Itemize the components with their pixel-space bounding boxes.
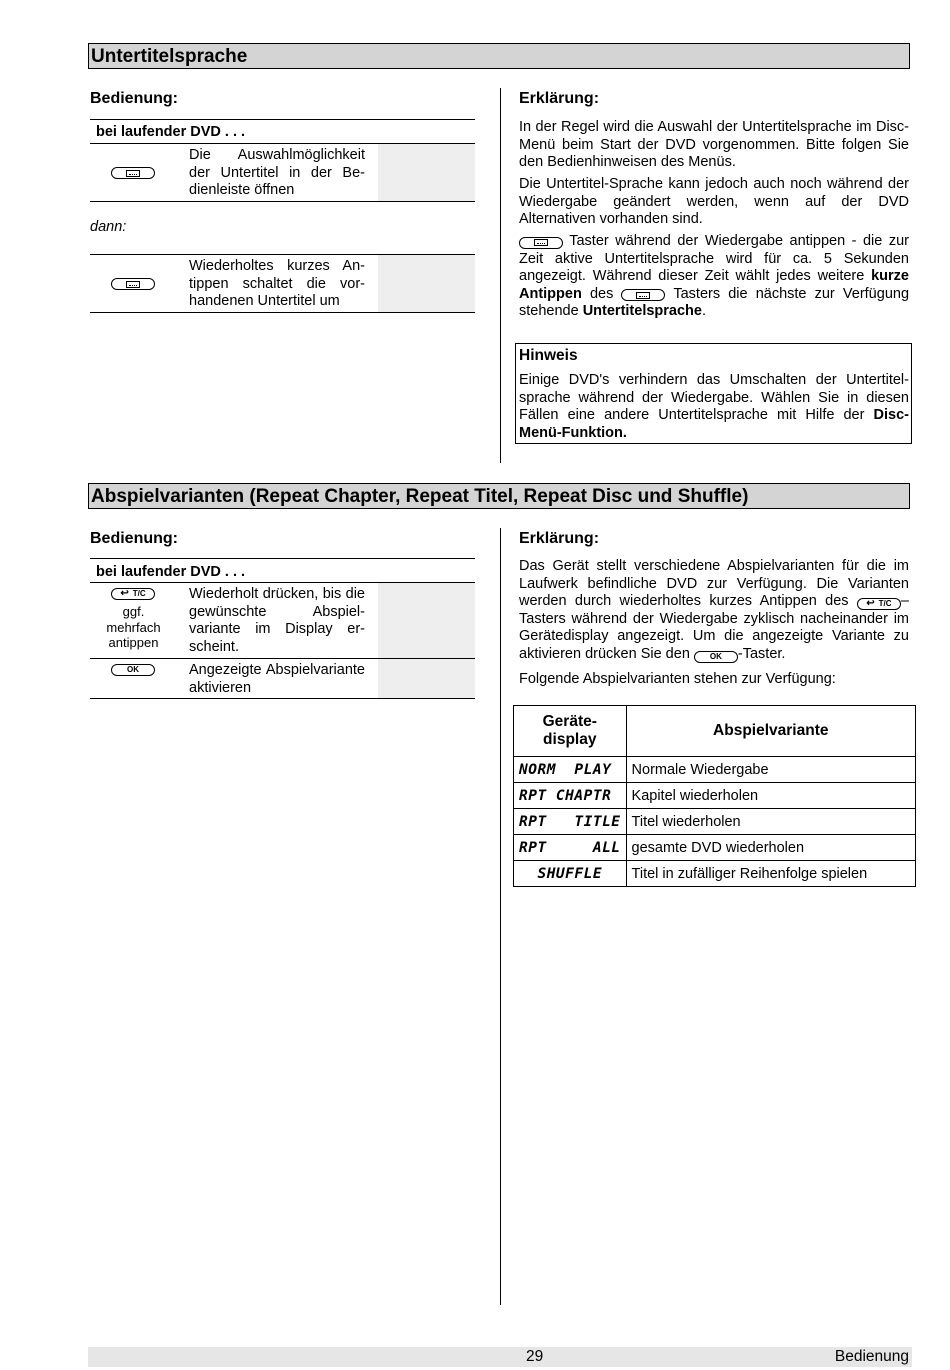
footer-section-name: Bedienung — [834, 1348, 909, 1365]
step-text: Wiederholt drücken, bis die gewünschte Abspielvariante im Display erscheint. — [189, 586, 365, 655]
step-text: Die Auswahlmöglichkeit der Untertitel in der Bedienleiste öffnen — [189, 147, 365, 198]
return-arrow-icon: ↩ — [866, 598, 875, 609]
display-code: RPT ALL — [514, 835, 627, 861]
column-divider — [500, 528, 501, 1305]
subtitle-button — [621, 289, 665, 301]
operation-heading: Bedienung: — [90, 90, 178, 107]
then-label: dann: — [90, 219, 127, 235]
during-dvd-label: bei laufender DVD . . . — [96, 564, 246, 580]
subtitle-button — [519, 237, 563, 249]
page-footer — [88, 1347, 912, 1367]
explanation-heading: Erklärung: — [519, 90, 600, 107]
table-row — [514, 783, 916, 809]
during-dvd-label: bei laufender DVD . . . — [96, 124, 246, 140]
ok-button: OK — [111, 664, 155, 676]
table-row — [514, 757, 916, 783]
subtitle-icon — [126, 281, 140, 288]
divider — [90, 558, 475, 559]
tc-button: ↩ T/C — [857, 598, 901, 610]
return-arrow-icon: ↩ — [120, 588, 129, 599]
operation-heading: Bedienung: — [90, 530, 178, 547]
section-title-subtitle-language: Untertitelsprache — [88, 43, 910, 69]
paragraph: Das Gerät stellt verschiedene Abspielvarianten für die im Laufwerk befindliche DVD zur Verfügung. Die Varianten werden durch wiederholtes kurzes Antippen des ↩ T/C –Tasters während der Wiedergabe zyklisch nacheinander im Gerätedisplay angezeigt. Um die angezeigte Variante zu aktivieren drücken Sie den OK -Taster. — [519, 558, 909, 662]
tc-button: ↩ T/C — [111, 588, 155, 600]
mode-description: Titel in zufälliger Reihenfolge spielen — [626, 861, 915, 887]
display-code: SHUFFLE — [514, 861, 627, 887]
table-row — [514, 809, 916, 835]
hint-text: Einige DVD's verhindern das Umschalten der Untertitelsprache während der Wiedergabe. Wählen Sie in diesen Fällen eine andere Untertitelsprache mit Hilfe der Disc-Menü-Funktion. — [519, 372, 909, 441]
subtitle-button — [111, 278, 155, 290]
mode-description: Kapitel wiederholen — [626, 783, 915, 809]
play-modes-table — [513, 705, 916, 887]
blank-cell — [378, 144, 475, 201]
paragraph: Taster während der Wiedergabe antippen - die zur Zeit aktive Untertitelsprache wird für ca. 5 Sekunden angezeigt. Während dieser Zeit wählt jedes weitere kurze Antippen des Tasters die nächste zur Verfügung stehende Untertitelsprache. — [519, 233, 910, 319]
subtitle-button — [111, 167, 155, 179]
display-code: NORM PLAY — [514, 757, 627, 783]
paragraph: In der Regel wird die Auswahl der Untertitelsprache im Disc-Menü beim Start der DVD vorgenommen. Bitte folgen Sie den Bedienhinweisen des Menüs. — [519, 119, 909, 170]
step-text: Angezeigte Abspielvariante aktivieren — [189, 662, 365, 696]
blank-cell — [378, 659, 475, 698]
subtitle-icon — [126, 170, 140, 177]
hint-title: Hinweis — [519, 347, 578, 364]
section-title-play-modes: Abspielvarianten (Repeat Chapter, Repeat Titel, Repeat Disc und Shuffle) — [88, 483, 910, 509]
hint-box — [515, 343, 912, 444]
divider — [90, 201, 475, 202]
table-header: Abspielvariante — [626, 706, 915, 757]
mode-description: Normale Wiedergabe — [626, 757, 915, 783]
table-row — [514, 861, 916, 887]
mode-description: gesamte DVD wiederholen — [626, 835, 915, 861]
divider — [90, 119, 475, 120]
subtitle-icon — [534, 239, 548, 246]
page-number: 29 — [526, 1348, 544, 1365]
display-code: RPT TITLE — [514, 809, 627, 835]
display-code: RPT CHAPTR — [514, 783, 627, 809]
ok-button: OK — [694, 651, 738, 663]
blank-cell — [378, 583, 475, 658]
paragraph: Folgende Abspielvarianten stehen zur Verfügung: — [519, 671, 836, 687]
blank-cell — [378, 255, 475, 312]
subtitle-icon — [636, 292, 650, 299]
step-text: Wiederholtes kurzes Antippen schaltet die vorhandenen Untertitel um — [189, 258, 365, 309]
mode-description: Titel wiederholen — [626, 809, 915, 835]
table-header: Geräte-display — [514, 706, 627, 757]
table-row — [514, 835, 916, 861]
paragraph: Die Untertitel-Sprache kann jedoch auch noch während der Wiedergabe geändert werden, wenn auf der DVD Alternativen vorhanden sind. — [519, 176, 909, 227]
tap-repeatedly-note: ggf. mehrfach antippen — [106, 604, 161, 650]
divider — [90, 698, 475, 699]
divider — [90, 312, 475, 313]
column-divider — [500, 88, 501, 463]
explanation-heading: Erklärung: — [519, 530, 600, 547]
